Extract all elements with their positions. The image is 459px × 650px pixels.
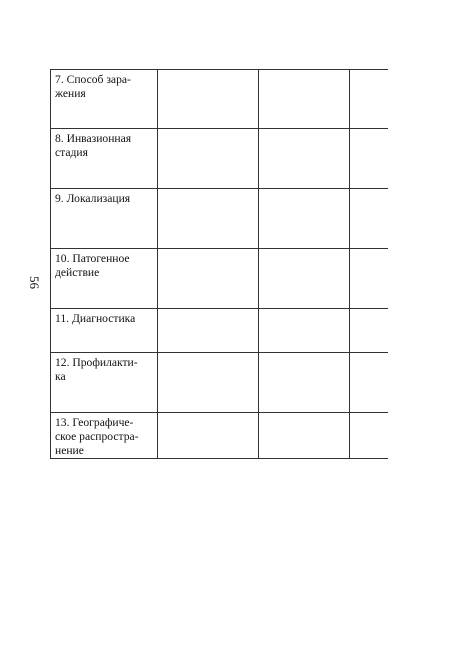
table-cell-empty [259, 249, 350, 309]
table-cell-empty [259, 309, 350, 353]
table-cell-empty [158, 249, 259, 309]
table-cell-empty [158, 189, 259, 249]
table-cell-empty [259, 70, 350, 129]
table-cell-empty [350, 353, 388, 413]
row-label: 12. Профилакти- ка [51, 353, 158, 413]
table-cell-empty [158, 129, 259, 189]
table-cell-empty [350, 129, 388, 189]
table-row [51, 249, 388, 309]
row-label: 8. Инвазионная стадия [51, 129, 158, 189]
row-label: 11. Диагностика [51, 309, 158, 353]
table-cell-empty [350, 413, 388, 459]
form-table [50, 69, 388, 459]
page-number [24, 262, 44, 302]
table-cell-empty [259, 189, 350, 249]
table-cell-empty [350, 70, 388, 129]
page-number-text: 56 [26, 275, 42, 289]
table-cell-empty [158, 413, 259, 459]
table-row [51, 309, 388, 353]
table-row [51, 413, 388, 459]
table-cell-empty [350, 309, 388, 353]
table-row [51, 353, 388, 413]
table-cell-empty [158, 353, 259, 413]
row-label: 7. Способ зара- жения [51, 70, 158, 129]
table-cell-empty [350, 249, 388, 309]
table-cell-empty [259, 413, 350, 459]
table-cell-empty [350, 189, 388, 249]
row-label: 13. Географиче- ское распростра- нение [51, 413, 158, 459]
table-cell-empty [158, 70, 259, 129]
table-row [51, 70, 388, 129]
row-label: 10. Патогенное действие [51, 249, 158, 309]
row-label: 9. Локализация [51, 189, 158, 249]
table-row [51, 129, 388, 189]
table-row [51, 189, 388, 249]
table-cell-empty [259, 129, 350, 189]
table-cell-empty [259, 353, 350, 413]
table-cell-empty [158, 309, 259, 353]
